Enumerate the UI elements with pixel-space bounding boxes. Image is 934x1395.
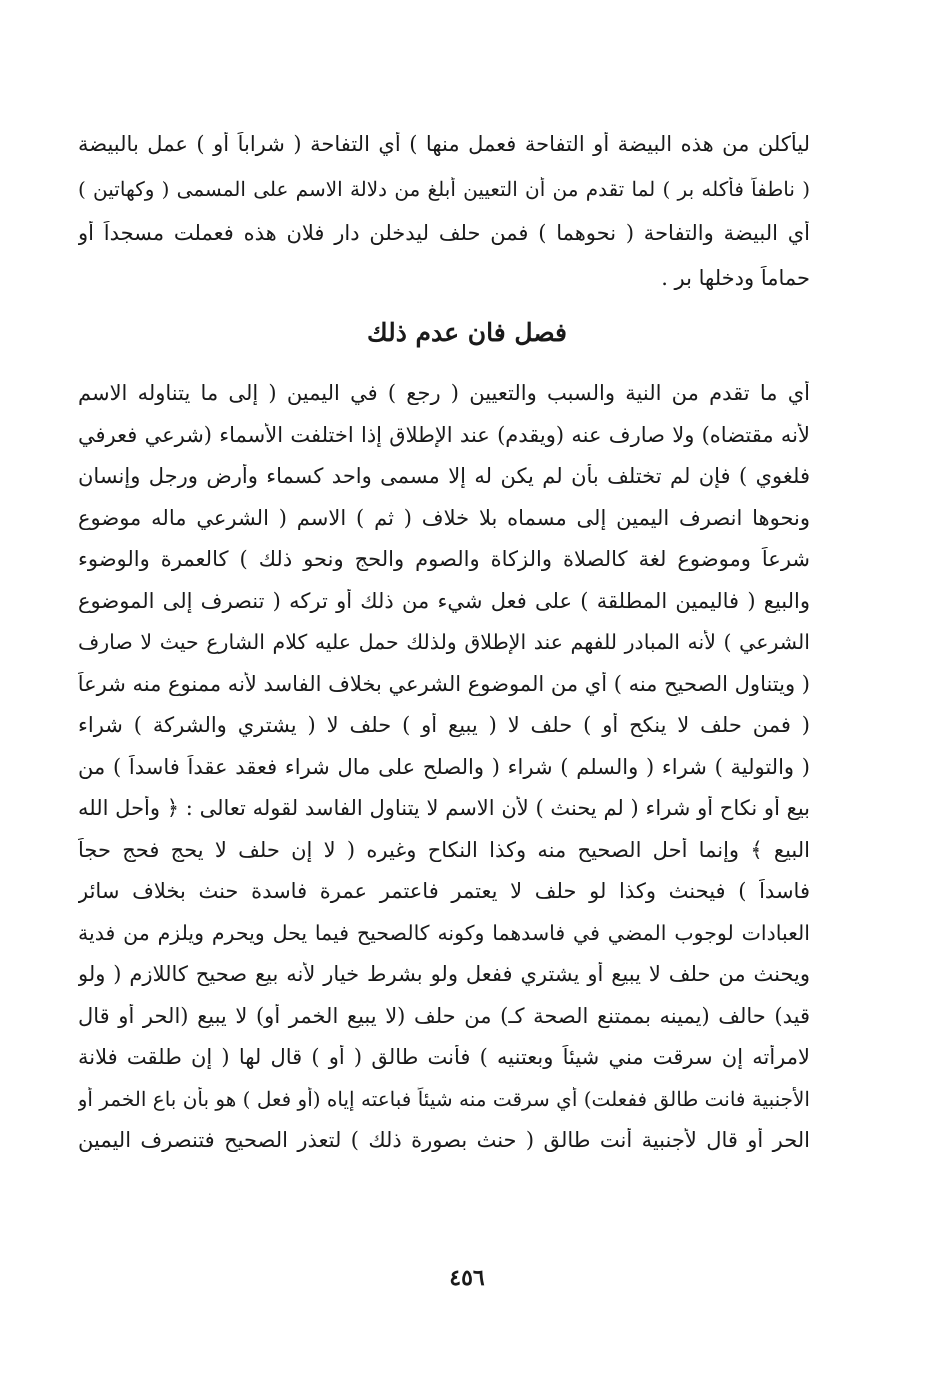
- text-line: لامرأته إن سرقت مني شيئاً وبعتنيه ) فأنت طالق ( أو ) قال لها ( إن طلقت فلانة: [78, 1045, 810, 1069]
- text-line: حماماً ودخلها بر .: [661, 265, 810, 290]
- text-line: ليأكلن من هذه البيضة أو التفاحة فعمل منها ) أي التفاحة ( شراباً أو ) عمل بالبيضة: [78, 132, 810, 156]
- text-line: ( ناطفاً فأكله بر ) لما تقدم من أن التعيين أبلغ من دلالة الاسم على المسمى ( وكهاتين ): [78, 176, 810, 201]
- text-line: البيع ﴾ وإنما أحل الصحيح منه وكذا النكاح وغيره ( لا إن حلف لا يحج فحج حجاً: [78, 837, 810, 862]
- text-line: الشرعي ) لأنه المبادر للفهم عند الإطلاق ولذلك حمل عليه كلام الشارع حيث لا صارف: [78, 630, 810, 654]
- page-number: ٤٥٦: [449, 1265, 485, 1291]
- text-line: الحر أو قال لأجنبية أنت طالق ( حنث بصورة ذلك ) لتعذر الصحيح فتنصرف اليمين: [78, 1128, 810, 1152]
- text-line: ( فمن حلف لا ينكح أو ) حلف لا ( يبيع أو ) حلف لا ( يشتري والشركة ) شراء: [78, 713, 810, 737]
- text-line: العبادات لوجوب المضي في فاسدهما وكونه كالصحيح فيما يحل ويحرم ويلزم من فدية: [78, 920, 810, 945]
- paragraph-main: [78, 381, 810, 1170]
- text-line: أي البيضة والتفاحة ( نحوهما ) فمن حلف ليدخلن دار فلان هذه فعملت مسجداً أو: [78, 221, 810, 245]
- text-line: بيع أو نكاح أو شراء ( لم يحنث ) لأن الاسم لا يتناول الفاسد لقوله تعالى : ﴿ وأحل الله: [78, 796, 810, 820]
- text-line: فلغوي ) فإن لم تختلف بأن لم يكن له إلا مسمى واحد كسماء وأرض ورجل وإنسان: [78, 464, 810, 488]
- text-line: ( ويتناول الصحيح منه ) أي من الموضوع الشرعي بخلاف الفاسد لأنه ممنوع منه شرعاً: [78, 671, 810, 696]
- text-line: الأجنبية فانت طالق ففعلت) أي سرقت منه شيئاً فباعته إياه (أو فعل ) هو بأن باع الخمر أو: [78, 1086, 810, 1111]
- text-line: لأنه مقتضاه) ولا صارف عنه (ويقدم) عند الإطلاق إذا اختلفت الأسماء (شرعي فعرفي: [78, 422, 810, 447]
- text-line: والبيع ( فاليمين المطلقة ) على فعل شيء من ذلك أو تركه ( تنصرف إلى الموضوع: [78, 588, 810, 613]
- text-line: أي ما تقدم من النية والسبب والتعيين ( رجع ) في اليمين ( إلى ما يتناوله الاسم: [78, 381, 810, 405]
- text-line: قيد) حالف (يمينه بممتنع الصحة كـ) من حلف (لا يبيع الخمر أو) لا يبيع (الحر أو قال: [78, 1003, 810, 1028]
- text-line: فاسداً ) فيحنث وكذا لو حلف لا يعتمر فاعتمر عمرة فاسدة حنث بخلاف سائر: [78, 879, 810, 903]
- text-line: شرعاً وموضوع لغة كالصلاة والزكاة والصوم والحج ونحو ذلك ) كالعمرة والوضوء: [78, 547, 810, 571]
- text-line: ويحنث من حلف لا يبيع أو يشتري ففعل ولو بشرط خيار لأنه بيع صحيح كاللازم ( ولو: [78, 962, 810, 986]
- text-line: ( والتولية ) شراء ( والسلم ) شراء ( والصلح على مال شراء فعقد عقداً فاسداً ) من: [78, 754, 810, 779]
- text-line: ونحوها انصرف اليمين إلى مسماه بلا خلاف ( ثم ) الاسم ( الشرعي ماله موضوع: [78, 505, 810, 530]
- paragraph-continued: [78, 132, 810, 310]
- section-heading: فصل فان عدم ذلك: [367, 318, 567, 347]
